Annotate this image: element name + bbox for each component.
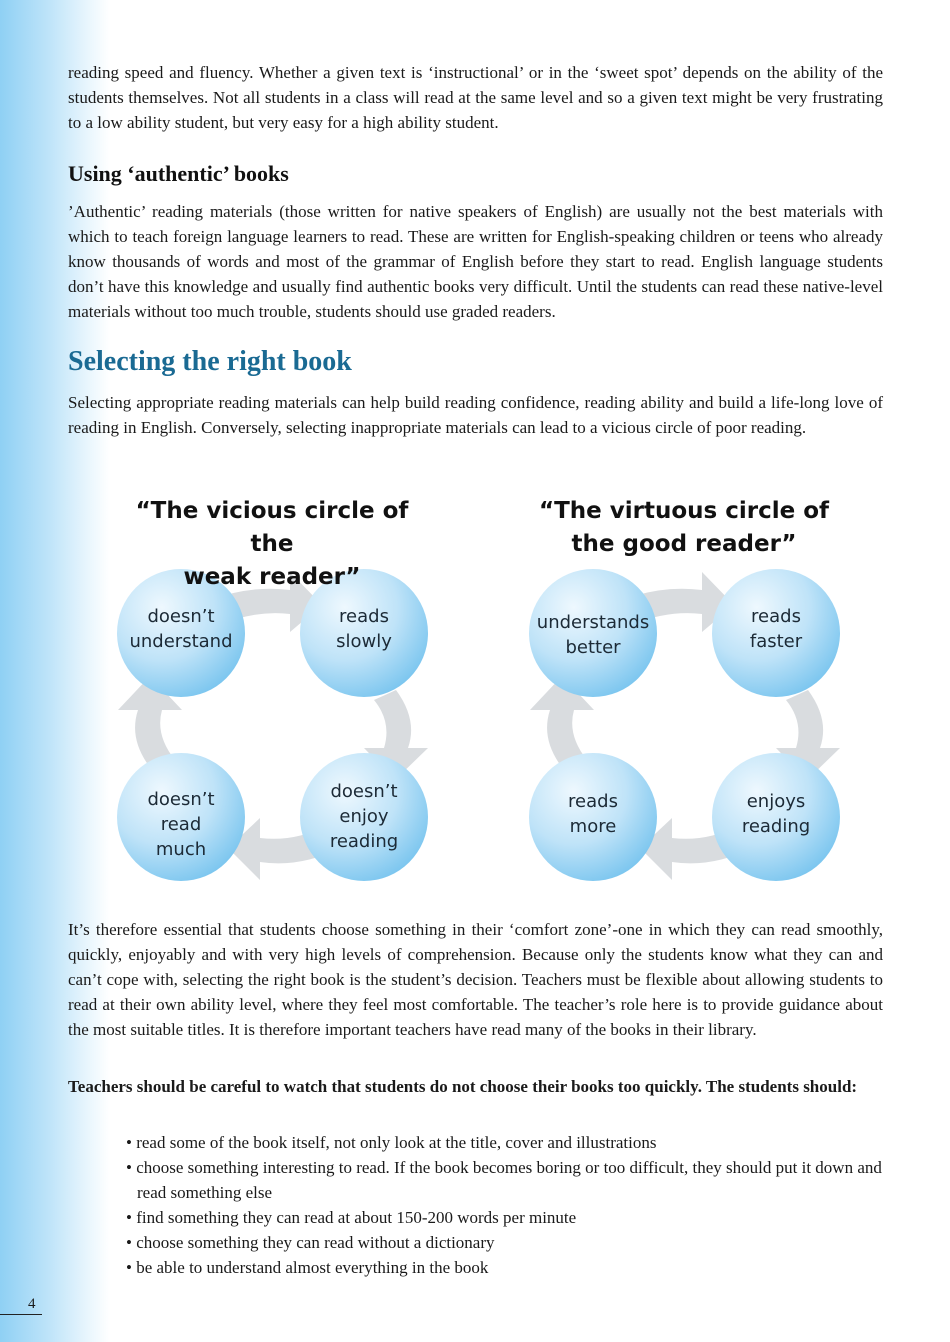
label-enjoys-reading bbox=[716, 789, 836, 839]
list-item: • be able to understand almost everything in the book bbox=[126, 1255, 883, 1280]
label-line: much bbox=[155, 839, 207, 860]
label-line: read bbox=[160, 814, 202, 835]
label-line: enjoys bbox=[746, 791, 806, 812]
label-line: understand bbox=[129, 631, 233, 652]
tips-intro: Teachers should be careful to watch that students do not choose their books too quickly. The students should: bbox=[68, 1077, 858, 1096]
label-doesnt-read-much bbox=[121, 787, 241, 862]
comfort-paragraph: It’s therefore essential that students choose something in their ‘comfort zone’-one in which they can read smoothly, quickly, enjoyably and with very high levels of comprehension. Because only the students know what they can and can’t cope with, selecting the right book is the student’s decision. Teachers must be flexible about allowing students to read at their own ability level, where they feel most comfortable. The teacher’s role here is to provide guidance about the most suitable titles. It is therefore important teachers have read many of the books in their library. bbox=[68, 920, 883, 1039]
label-line: understands bbox=[536, 612, 650, 633]
selecting-paragraph: Selecting appropriate reading materials can help build reading confidence, reading ability and build a life-long love of reading in English. Conversely, selecting inappropriate materials can lead to a vicious circle of poor reading. bbox=[68, 393, 883, 437]
list-item: • choose something they can read without a dictionary bbox=[126, 1230, 883, 1255]
vicious-circle-title bbox=[112, 495, 432, 594]
lower-content bbox=[68, 917, 883, 1099]
page-number: 4 bbox=[28, 1296, 36, 1312]
virtuous-circle-title bbox=[524, 495, 844, 561]
label-line: reads bbox=[568, 791, 618, 812]
label-line: reading bbox=[329, 831, 399, 852]
label-line: faster bbox=[749, 631, 803, 652]
page-number-rule bbox=[0, 1314, 42, 1315]
label-line: doesn’t bbox=[147, 606, 215, 627]
label-understands-better bbox=[533, 610, 653, 660]
authentic-paragraph: ’Authentic’ reading materials (those written for native speakers of English) are usually not the best materials with which to teach foreign language learners to read. These are written for English-speaking children or teens who already know thousands of words and most of the grammar of English before they start to read. English language students don’t have this knowledge and usually find authentic books very difficult. Until the students can read these native-level materials without too much trouble, students should use graded readers. bbox=[68, 202, 883, 321]
label-line: reads bbox=[751, 606, 801, 627]
label-line: reads bbox=[339, 606, 389, 627]
label-line: better bbox=[565, 637, 621, 658]
selecting-heading: Selecting the right book bbox=[68, 346, 352, 377]
label-reads-slowly bbox=[304, 604, 424, 654]
vicious-title-line2: weak reader” bbox=[183, 564, 361, 590]
intro-paragraph: reading speed and fluency. Whether a given text is ‘instructional’ or in the ‘sweet spot’ depends on the ability of the students themselves. Not all students in a class will read at the same level and so a given text might be very frustrating to a low ability student, but very easy for a high ability student. bbox=[68, 63, 883, 132]
list-item: • choose something interesting to read. If the book becomes boring or too difficult, they should put it down and read something else bbox=[126, 1155, 883, 1205]
label-doesnt-understand bbox=[121, 604, 241, 654]
label-line: doesn’t bbox=[330, 781, 398, 802]
label-reads-faster bbox=[716, 604, 836, 654]
virtuous-title-line2: the good reader” bbox=[571, 531, 797, 557]
virtuous-title-line1: “The virtuous circle of bbox=[538, 498, 830, 524]
tips-list bbox=[126, 1130, 883, 1280]
vicious-title-line1: “The vicious circle of the bbox=[135, 498, 409, 557]
label-line: more bbox=[569, 816, 617, 837]
list-item: • find something they can read at about 150-200 words per minute bbox=[126, 1205, 883, 1230]
label-line: enjoy bbox=[339, 806, 389, 827]
list-item: • read some of the book itself, not only look at the title, cover and illustrations bbox=[126, 1130, 883, 1155]
label-line: doesn’t bbox=[147, 789, 215, 810]
label-doesnt-enjoy-reading bbox=[304, 779, 424, 854]
authentic-heading: Using ‘authentic’ books bbox=[68, 161, 289, 186]
label-reads-more bbox=[533, 789, 653, 839]
label-line: reading bbox=[741, 816, 811, 837]
label-line: slowly bbox=[336, 631, 392, 652]
